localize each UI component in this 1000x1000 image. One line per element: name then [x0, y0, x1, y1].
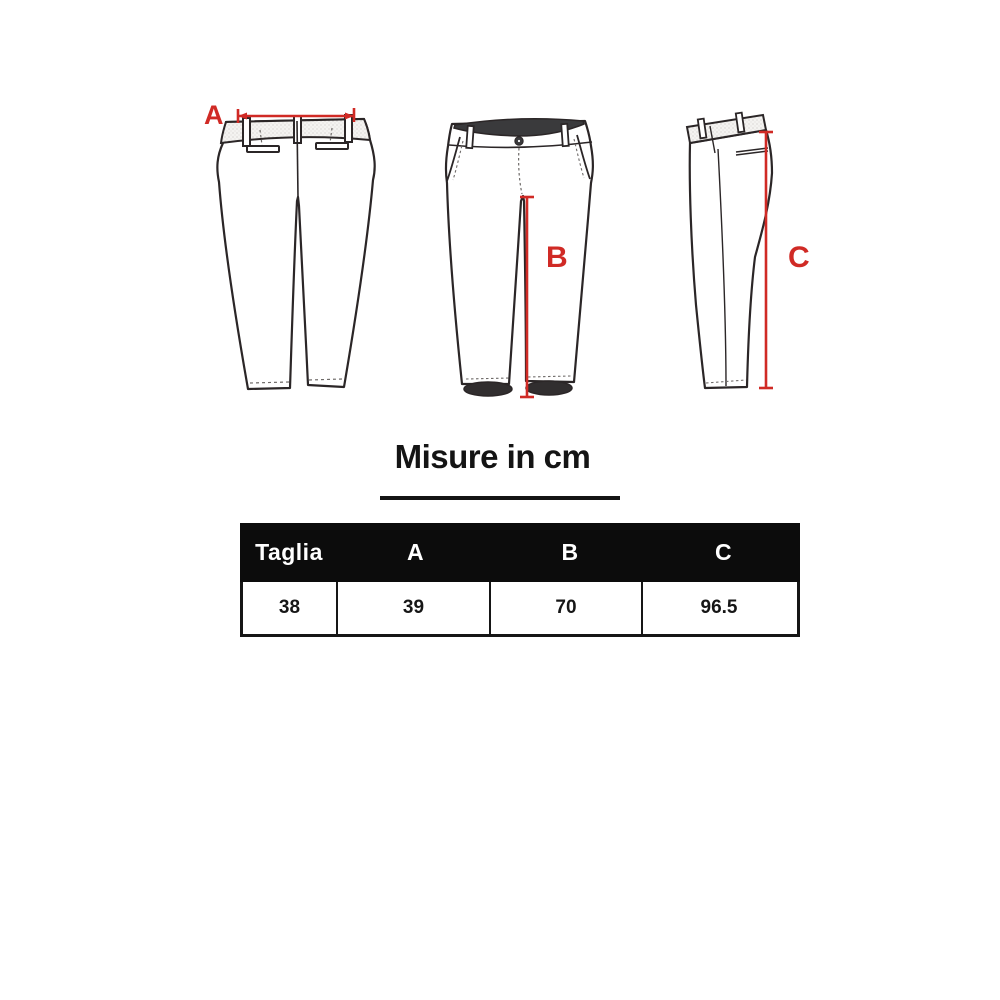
waist-button-hole: [518, 140, 520, 142]
belt-loop: [466, 126, 474, 148]
size-table-header-a: A: [406, 539, 425, 565]
pants-back-view-drawing: [180, 88, 380, 408]
size-table-cell-taglia: 38: [243, 582, 338, 634]
size-table-cell-c: 96.5: [700, 597, 738, 618]
size-table-data-row: [240, 582, 800, 637]
size-table-cell-a: 39: [338, 582, 491, 634]
belt-loop: [561, 124, 569, 146]
measure-label-b: B: [546, 241, 568, 274]
measure-label-a: A: [204, 100, 224, 130]
page-title: Misure in cm: [394, 438, 591, 475]
size-table-header-b: B: [561, 539, 579, 565]
hem-opening-dark: [526, 381, 572, 395]
size-table-header-row: [240, 523, 800, 582]
back-pocket-welt: [247, 146, 279, 152]
size-table-cell-b: 70: [491, 582, 643, 634]
pants-back-silhouette: [217, 119, 374, 389]
size-table-header-c: C: [714, 539, 733, 565]
pants-front-view-drawing: [435, 88, 605, 418]
pants-front-silhouette: [446, 121, 593, 384]
pants-side-silhouette: [690, 130, 772, 388]
title-underline: [380, 496, 620, 500]
size-table-header-taglia: Taglia: [255, 539, 323, 565]
hem-opening-dark: [464, 382, 512, 396]
measure-label-c: C: [788, 241, 810, 274]
center-back-seam: [297, 121, 298, 197]
size-table: [240, 523, 800, 637]
belt-loop: [243, 118, 250, 146]
back-pocket-welt: [316, 143, 348, 149]
